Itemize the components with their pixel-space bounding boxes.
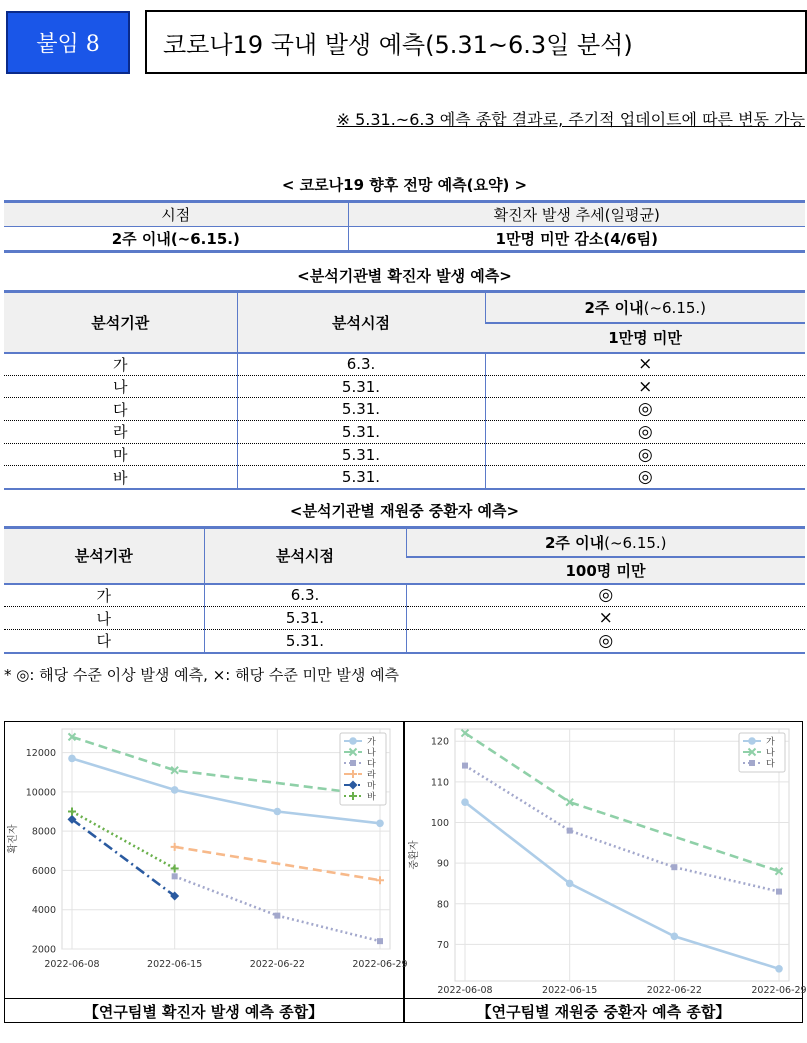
org-cell: 가 [4,353,237,376]
legend-marker [349,737,357,745]
y-tick-label: 2000 [31,944,56,956]
table-row [4,443,805,466]
x-tick-label: 2022-06-29 [751,985,807,996]
summary-header-trend: 확진자 발생 추세(일평균) [348,202,805,227]
legend-marker [748,737,756,745]
data-point [68,755,76,763]
y-tick-label: 80 [436,899,449,911]
mark-cell: ◎ [485,421,805,444]
data-point [274,913,280,919]
y-tick-label: 120 [430,736,449,748]
mark-cell: ◎ [406,584,805,607]
legend-label: 마 [367,781,376,792]
org-cell: 다 [4,398,237,421]
severe-header-time: 분석시점 [204,528,406,584]
y-tick-label: 8000 [31,826,56,838]
mark-cell: × [485,375,805,398]
legend-marker [350,760,356,766]
legend-label: 바 [367,792,376,803]
update-note: ※ 5.31.~6.3 예측 종합 결과로, 주기적 업데이트에 따른 변동 가능 [336,110,805,129]
x-tick-label: 2022-06-08 [437,985,493,996]
cases-header-time: 분석시점 [237,292,485,353]
data-point [274,808,282,816]
y-tick-label: 4000 [31,905,56,917]
severe-header-period-date: (~6.15.) [604,533,667,552]
y-tick-label: 12000 [25,748,56,760]
y-axis-label: 중환자 [409,840,420,870]
page-title: 코로나19 국내 발생 예측(5.31~6.3일 분석) [145,10,807,74]
y-tick-label: 10000 [25,787,56,799]
org-cell: 마 [4,443,237,466]
org-cell: 나 [4,607,204,630]
table-row [4,398,805,421]
cases-chart-caption: 【연구팀별 확진자 발생 예측 종합】 [4,998,403,1023]
data-point [671,864,677,870]
x-tick-label: 2022-06-15 [147,959,203,970]
data-point [462,763,468,769]
table-row [4,607,805,630]
summary-header-time: 시점 [4,202,348,227]
data-point [776,889,782,895]
mark-cell: ◎ [485,466,805,489]
date-cell: 5.31. [204,607,406,630]
y-tick-label: 100 [430,817,449,829]
cases-header-period [485,292,805,323]
x-tick-label: 2022-06-08 [44,959,100,970]
attachment-badge: 붙임 8 [6,11,130,74]
org-cell: 다 [96,632,111,651]
legend-label: 나 [367,748,376,759]
severe-table-caption: <분석기관별 재원중 중환자 예측> [289,502,520,520]
legend-label: 가 [766,737,775,748]
cases-header-org: 분석기관 [4,292,237,353]
mark-cell: ◎ [485,398,805,421]
legend-marker [749,760,755,766]
cases-header-threshold: 1만명 미만 [485,323,805,353]
data-point [566,880,574,888]
severe-forecast-chart [405,723,807,997]
x-tick-label: 2022-06-29 [352,959,408,970]
x-tick-label: 2022-06-15 [542,985,598,996]
org-cell: 나 [4,375,237,398]
date-cell: 5.31. [237,398,485,421]
severe-header-period-label: 2주 이내 [544,533,605,552]
legend-label: 나 [766,748,775,759]
legend-label: 라 [367,770,376,781]
data-point [171,786,179,794]
cases-header-period-label: 2주 이내 [584,298,644,317]
date-cell: 5.31. [237,466,485,489]
severe-header-threshold: 100명 미만 [406,557,805,584]
data-point [377,938,383,944]
data-point [172,873,178,879]
date-cell: 5.31. [204,630,406,653]
mark-cell: × [406,607,805,630]
date-cell: 5.31. [237,443,485,466]
mark-cell: ◎ [406,630,805,653]
table-row [4,630,805,653]
data-point [775,965,783,973]
cases-table-caption: <분석기관별 확진자 발생 예측> [297,267,512,285]
legend-box [340,733,386,805]
severe-chart-caption: 【연구팀별 재원중 중환자 예측 종합】 [404,998,803,1023]
cases-header-period-date: (~6.15.) [643,298,707,317]
data-point [461,798,469,806]
org-cell: 라 [4,421,237,444]
symbol-footnote: * ◎: 해당 수준 이상 발생 예측, ×: 해당 수준 미만 발생 예측 [4,666,400,684]
table-row [4,375,805,398]
table-row [4,584,805,607]
x-tick-label: 2022-06-22 [646,985,702,996]
y-tick-label: 70 [436,939,449,951]
chart-legend [739,733,785,772]
mark-cell: ◎ [485,443,805,466]
date-cell: 6.3. [204,584,406,607]
summary-cell-trend: 1만명 미만 감소(4/6팀) [348,227,805,252]
y-axis-label: 확진자 [8,824,19,854]
legend-label: 가 [367,737,376,748]
y-tick-label: 90 [436,858,449,870]
cases-table [4,290,805,490]
legend-label: 다 [766,759,775,770]
severe-header-period [406,528,805,557]
summary-cell-time: 2주 이내(~6.15.) [4,227,348,252]
cases-forecast-chart [6,723,408,997]
severe-header-org: 분석기관 [4,528,204,584]
data-point [376,819,384,827]
chart-legend [340,733,386,805]
summary-table [4,200,805,253]
summary-caption: < 코로나19 향후 전망 예측(요약) > [281,176,528,194]
table-row [4,353,805,376]
table-row [4,421,805,444]
severe-table [4,526,805,654]
y-tick-label: 110 [430,777,449,789]
org-cell: 가 [4,584,204,607]
data-point [567,828,573,834]
x-tick-label: 2022-06-22 [249,959,305,970]
mark-cell: × [485,353,805,376]
date-cell: 6.3. [237,353,485,376]
table-row [4,466,805,489]
date-cell: 5.31. [237,421,485,444]
date-cell: 5.31. [237,375,485,398]
legend-label: 다 [367,759,376,770]
y-tick-label: 6000 [31,865,56,877]
data-point [671,932,679,940]
org-cell: 바 [113,468,128,487]
